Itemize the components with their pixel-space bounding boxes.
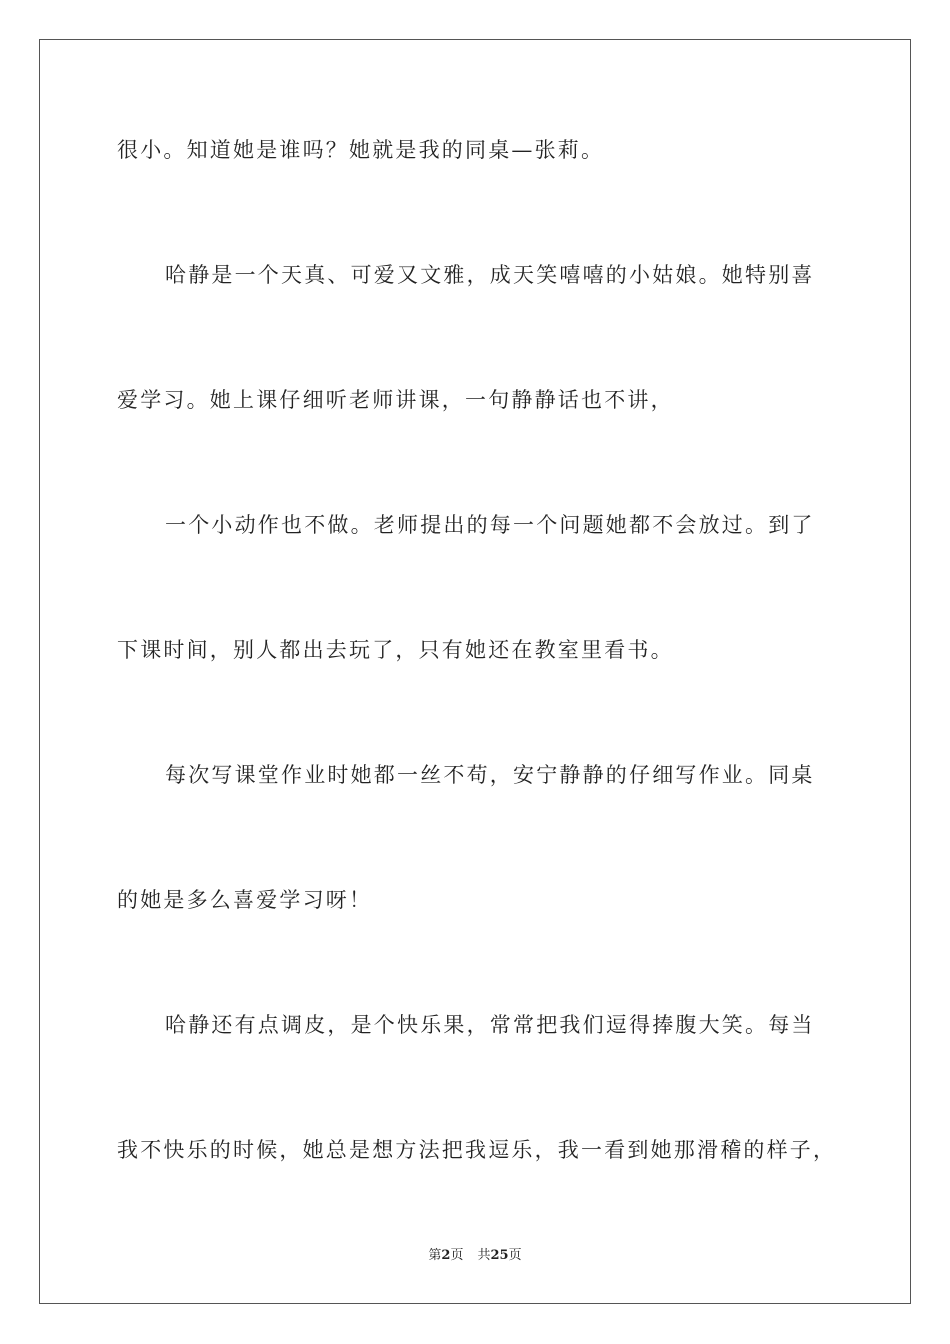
footer-total-suffix: 页 bbox=[508, 1248, 522, 1263]
text-line-9: 我不快乐的时候，她总是想方法把我逗乐，我一看到她那滑稽的样子， bbox=[117, 1138, 837, 1162]
text-line-6: 每次写课堂作业时她都一丝不苟，安宁静静的仔细写作业。同桌 bbox=[165, 763, 815, 787]
footer-page-suffix: 页 bbox=[450, 1248, 464, 1263]
text-line-2: 哈静是一个天真、可爱又文雅，成天笑嘻嘻的小姑娘。她特别喜 bbox=[165, 263, 815, 287]
page-border bbox=[39, 39, 911, 1304]
text-line-5: 下课时间，别人都出去玩了，只有她还在教室里看书。 bbox=[117, 638, 674, 662]
footer-page-prefix: 第 bbox=[428, 1248, 442, 1263]
text-line-1: 很小。知道她是谁吗？她就是我的同桌—张莉。 bbox=[117, 138, 605, 162]
footer-total-number: 25 bbox=[490, 1248, 509, 1263]
text-line-3: 爱学习。她上课仔细听老师讲课，一句静静话也不讲， bbox=[117, 388, 674, 412]
text-line-4: 一个小动作也不做。老师提出的每一个问题她都不会放过。到了 bbox=[165, 513, 815, 537]
footer-total-prefix: 共 bbox=[477, 1248, 491, 1263]
text-line-8: 哈静还有点调皮，是个快乐果，常常把我们逗得捧腹大笑。每当 bbox=[165, 1013, 815, 1037]
footer-page-number: 2 bbox=[441, 1248, 451, 1263]
text-line-7: 的她是多么喜爱学习呀！ bbox=[117, 888, 373, 912]
page-footer bbox=[0, 1248, 950, 1264]
